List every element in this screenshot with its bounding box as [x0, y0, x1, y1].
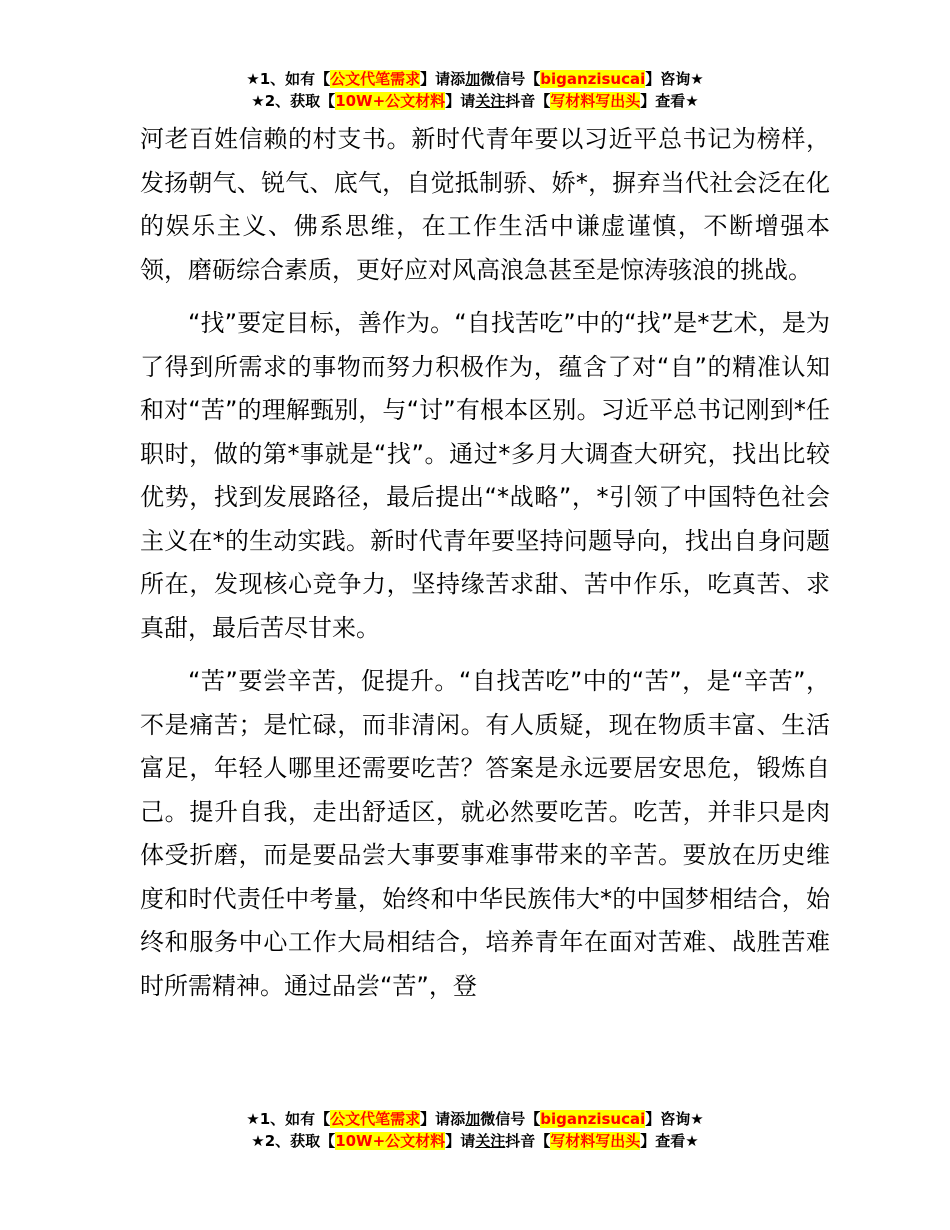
- banner-highlight: 写材料写出头: [550, 1132, 641, 1150]
- banner-text: 】咨询★: [645, 1110, 704, 1128]
- banner-underline: 加: [465, 1110, 481, 1128]
- banner-text: 】咨询★: [645, 70, 704, 88]
- banner-highlight: biganzisucai: [540, 70, 646, 88]
- banner-text: ★2、获取【: [251, 92, 336, 110]
- banner-line-2: [0, 1130, 950, 1152]
- header-banner: [0, 68, 950, 112]
- banner-highlight: 公文代笔需求: [330, 1110, 421, 1128]
- banner-highlight: biganzisucai: [540, 1110, 646, 1128]
- banner-text: 抖音【: [505, 92, 551, 110]
- banner-text: 】请添: [420, 70, 466, 88]
- banner-underline: 加: [465, 70, 481, 88]
- banner-highlight: 公文代笔需求: [330, 70, 421, 88]
- banner-text: ★2、获取【: [251, 1132, 336, 1150]
- banner-text: 微信号【: [480, 70, 541, 88]
- banner-text: 抖音【: [505, 1132, 551, 1150]
- banner-text: 】查看★: [640, 92, 699, 110]
- banner-highlight: 写材料写出头: [550, 92, 641, 110]
- banner-line-1: [0, 1108, 950, 1130]
- banner-text: 】请: [445, 1132, 476, 1150]
- banner-underline: 关注: [475, 1132, 506, 1150]
- banner-line-1: [0, 68, 950, 90]
- banner-text: 】请添: [420, 1110, 466, 1128]
- paragraph: “找”要定目标，善作为。“自找苦吃”中的“找”是*艺术，是为了得到所需求的事物而努力积极作为，蕴含了对“自”的精准认知和对“苦”的理解甄别，与“讨”有根本区别。习近平总书记刚到*任职时，做的第*事就是“找”。通过*多月大调查大研究，找出比较优势，找到发展路径，最后提出“*战略”，*引领了中国特色社会主义在*的生动实践。新时代青年要坚持问题导向，找出自身问题所在，发现核心竞争力，坚持缘苦求甜、苦中作乐，吃真苦、求真甜，最后苦尽甘来。: [140, 309, 830, 642]
- banner-text: ★1、如有【: [246, 1110, 331, 1128]
- banner-highlight: 10W+公文材料: [335, 92, 446, 110]
- banner-line-2: [0, 90, 950, 112]
- footer-banner: [0, 1108, 950, 1152]
- banner-text: 微信号【: [480, 1110, 541, 1128]
- document-body: [140, 118, 830, 1018]
- paragraph: 河老百姓信赖的村支书。新时代青年要以习近平总书记为榜样，发扬朝气、锐气、底气，自觉抵制骄、娇*，摒弃当代社会泛在化的娱乐主义、佛系思维，在工作生活中谦虚谨慎，不断增强本领，磨砺综合素质，更好应对风高浪急甚至是惊涛骇浪的挑战。: [140, 125, 830, 284]
- banner-underline: 关注: [475, 92, 506, 110]
- banner-text: 】查看★: [640, 1132, 699, 1150]
- banner-text: ★1、如有【: [246, 70, 331, 88]
- paragraph: “苦”要尝辛苦，促提升。“自找苦吃”中的“苦”，是“辛苦”，不是痛苦；是忙碌，而非清闲。有人质疑，现在物质丰富、生活富足，年轻人哪里还需要吃苦？答案是永远要居安思危，锻炼自己。提升自我，走出舒适区，就必然要吃苦。吃苦，并非只是肉体受折磨，而是要品尝大事要事难事带来的辛苦。要放在历史维度和时代责任中考量，始终和中华民族伟大*的中国梦相结合，始终和服务中心工作大局相结合，培养青年在面对苦难、战胜苦难时所需精神。通过品尝“苦”，登: [140, 667, 830, 1000]
- banner-highlight: 10W+公文材料: [335, 1132, 446, 1150]
- banner-text: 】请: [445, 92, 476, 110]
